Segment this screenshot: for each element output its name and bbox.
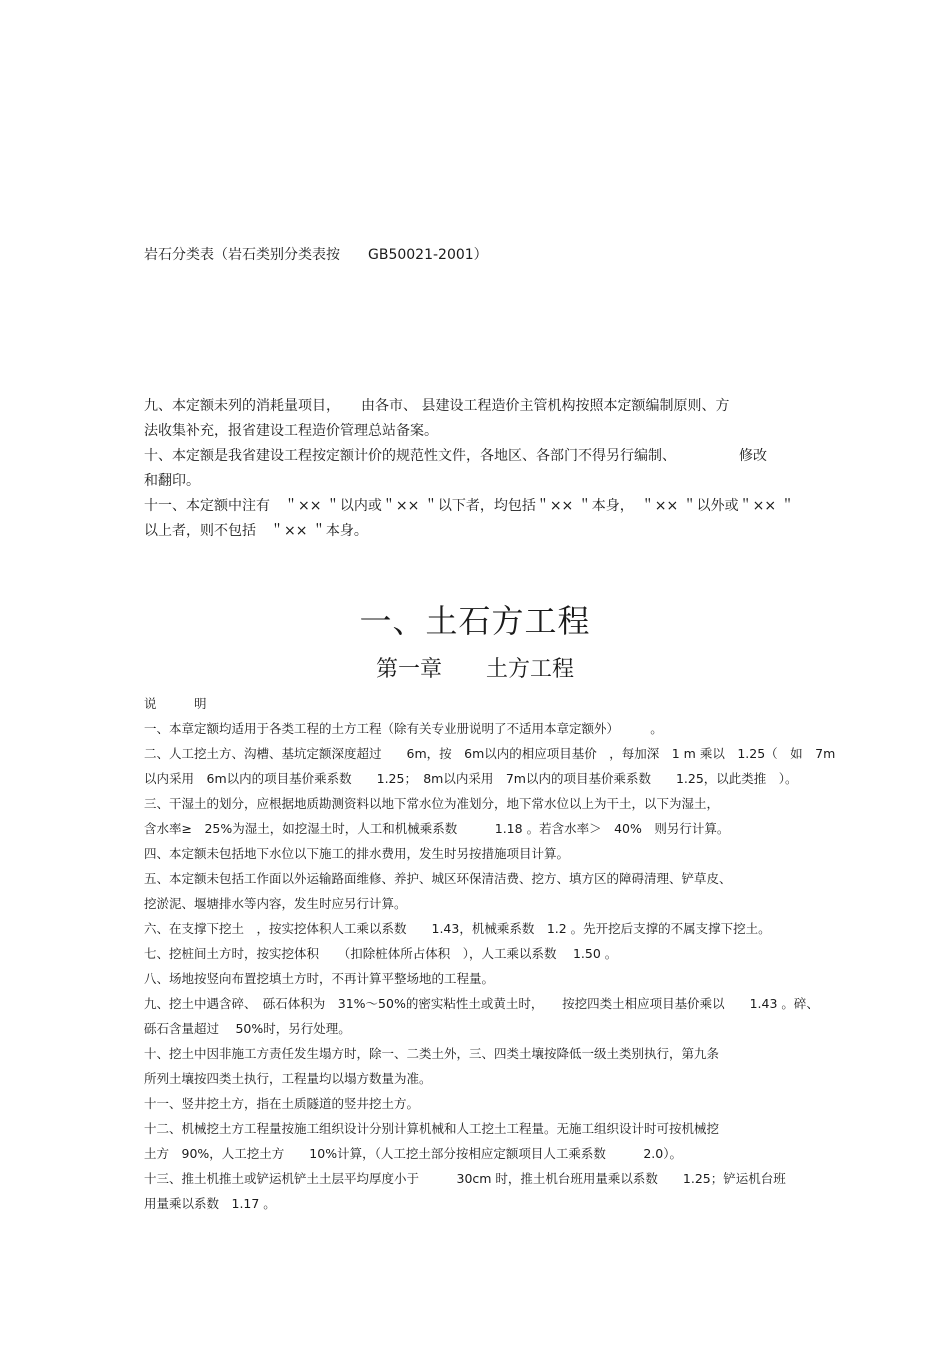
chapter-note-line: 九、挖土中遇含碎、 砾石体积为 31%～50%的密实粘性土或黄土时， 按挖四类土相应项目基价乘以 1.43 。碎、: [144, 996, 819, 1011]
section-title: 一、土石方工程: [359, 602, 591, 640]
chapter-note-line: 二、人工挖土方、沟槽、基坑定额深度超过 6m，按 6m以内的相应项目基价 ，每加深 1 m 乘以 1.25（ 如 7m: [144, 746, 836, 761]
chapter-note-line: 四、本定额未包括地下水位以下施工的排水费用，发生时另按措施项目计算。: [144, 846, 570, 861]
chapter-note-line: 所列土壤按四类土执行，工程量均以塌方数量为准。: [144, 1071, 432, 1086]
rock-classification-caption: 岩石分类表（岩石类别分类表按 GB50021-2001）: [144, 247, 488, 263]
chapter-note-line: 挖淤泥、堰塘排水等内容，发生时应另行计算。: [144, 896, 407, 911]
chapter-note-line: 一、本章定额均适用于各类工程的土方工程（除有关专业册说明了不适用本章定额外） 。: [144, 721, 663, 736]
general-note-line: 和翻印。: [144, 473, 200, 489]
chapter-note-line: 五、本定额未包括工作面以外运输路面维修、养护、城区环保清洁费、挖方、填方区的障碍清理、铲草皮、: [144, 871, 732, 886]
chapter-note-line: 六、在支撑下挖土 ，按实挖体积人工乘以系数 1.43，机械乘系数 1.2 。先开挖后支撑的不属支撑下挖土。: [144, 921, 771, 936]
chapter-note-line: 用量乘以系数 1.17 。: [144, 1196, 276, 1211]
explanation-heading: 说 明: [144, 696, 207, 711]
chapter-note-line: 八、场地按竖向布置挖填土方时，不再计算平整场地的工程量。: [144, 971, 495, 986]
chapter-title: 第一章 土方工程: [375, 657, 574, 682]
general-note-line: 法收集补充，报省建设工程造价管理总站备案。: [144, 423, 438, 439]
general-note-line: 十一、本定额中注有 ＂×× ＂以内或＂×× ＂以下者，均包括＂×× ＂本身， ＂×× ＂以外或＂×× ＂: [144, 498, 795, 514]
chapter-note-line: 十一、竖井挖土方，指在土质隧道的竖井挖土方。: [144, 1096, 420, 1111]
chapter-note-line: 七、挖桩间土方时，按实挖体积 （扣除桩体所占体积 ），人工乘以系数 1.50 。: [144, 946, 618, 961]
chapter-note-line: 三、干湿土的划分，应根据地质勘测资料以地下常水位为准划分，地下常水位以上为干土，以下为湿土，: [144, 796, 720, 811]
chapter-note-line: 十二、机械挖土方工程量按施工组织设计分别计算机械和人工挖土工程量。无施工组织设计时可按机械挖: [144, 1121, 720, 1136]
chapter-note-line: 十、挖土中因非施工方责任发生塌方时，除一、二类土外，三、四类土壤按降低一级土类别执行，第九条: [144, 1046, 720, 1061]
general-note-line: 十、本定额是我省建设工程按定额计价的规范性文件，各地区、各部门不得另行编制、 修改: [144, 448, 767, 464]
chapter-note-line: 以内采用 6m以内的项目基价乘系数 1.25； 8m以内采用 7m以内的项目基价乘系数 1.25，以此类推 ）。: [144, 771, 798, 786]
chapter-note-line: 土方 90%，人工挖土方 10%计算，（人工挖土部分按相应定额项目人工乘系数 2.0）。: [144, 1146, 682, 1161]
chapter-note-line: 砾石含量超过 50%时，另行处理。: [144, 1021, 351, 1036]
general-note-line: 以上者，则不包括 ＂×× ＂本身。: [144, 523, 368, 539]
chapter-note-line: 十三、推土机推土或铲运机铲土土层平均厚度小于 30cm 时，推土机台班用量乘以系数 1.25；铲运机台班: [144, 1171, 786, 1186]
general-note-line: 九、本定额未列的消耗量项目， 由各市、 县建设工程造价主管机构按照本定额编制原则、方: [144, 398, 730, 414]
chapter-note-line: 含水率≥ 25%为湿土，如挖湿土时，人工和机械乘系数 1.18 。若含水率＞ 40% 则另行计算。: [144, 821, 730, 836]
